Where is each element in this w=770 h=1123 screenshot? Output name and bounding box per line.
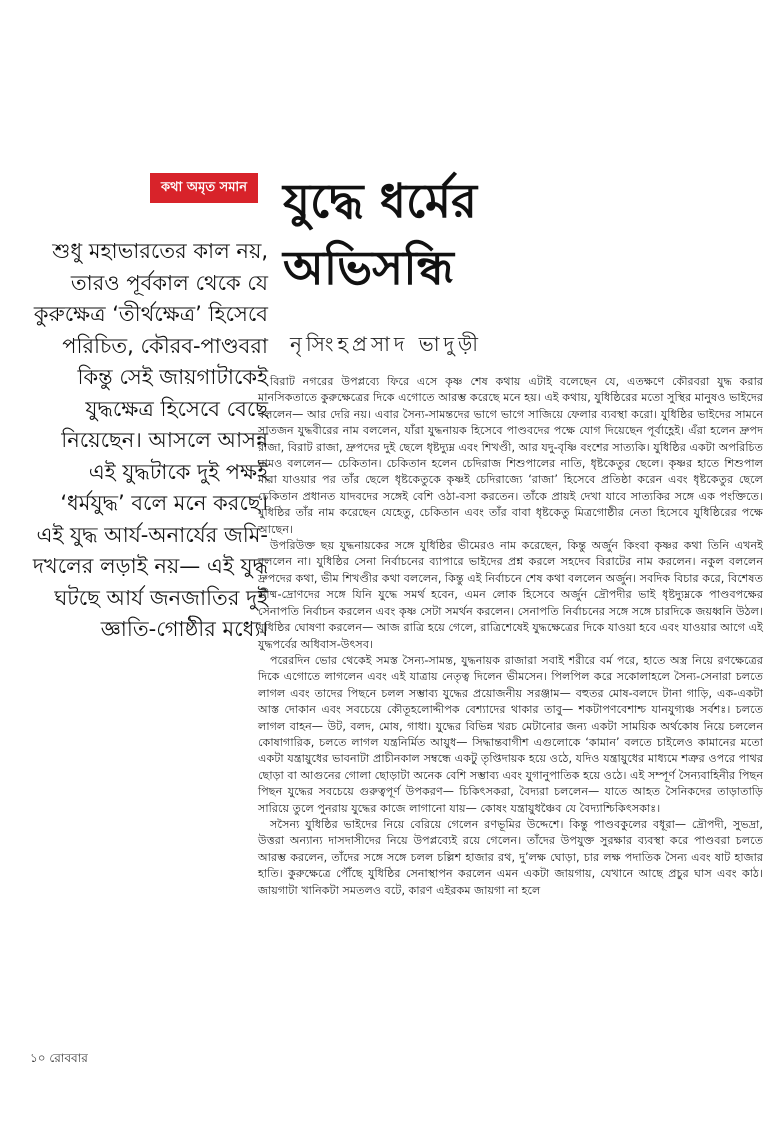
body-paragraph: উপরিউক্ত ছয় যুদ্ধনায়কের সঙ্গে যুধিষ্ঠির ভীমেরও নাম করেছেন, কিন্তু অর্জুন কিংবা কৃষ্ণর কথা তিনি এখনই বললেন না। যুধিষ্ঠির সেনা নির্বাচনের ব্যাপারে ভাইদের প্রশ্ন করলে সহদেব বিরাটের নাম করলেন। নকুল বললেন দ্রুপদের কথা, ভীম শিখণ্ডীর কথা বললেন, কিন্তু এই নির্বাচনে শেষ কথা বললেন অর্জুন। সবদিক বিচার করে, বিশেষত ভীষ্ম-দ্রোণদের সঙ্গে যিনি যুদ্ধে সমর্থ হবেন, এমন লোক হিসেবে অর্জুন দ্রৌপদীর ভাই ধৃষ্টদ্যুম্নকে পাণ্ডবপক্ষের সেনাপতি নির্বাচন করলেন এবং কৃষ্ণ সেটা সমর্থন করলেন। সেনাপতি নির্বাচনের সঙ্গে সঙ্গে চারদিকে জয়ধ্বনি উঠল। যুধিষ্ঠির ঘোষণা করলেন— আজ রাত্রি হয়ে গেলে, রাত্রিশেষেই যুদ্ধক্ষেত্রের দিকে যাওয়া হবে এবং যাওয়ার আগে এই যুদ্ধপর্বের অধিবাস-উৎসব। bbox=[258, 539, 763, 651]
article-body bbox=[258, 374, 763, 899]
article-title bbox=[283, 168, 583, 302]
title-line: যুদ্ধে ধর্মের bbox=[283, 174, 477, 229]
body-paragraph: পরেরদিন ভোর থেকেই সমস্ত সৈন্য-সামন্ত, যুদ্ধনায়ক রাজারা সবাই শরীরে বর্ম পরে, হাতে অস্ত্র নিয়ে রণক্ষেত্রের দিকে এগোতে লাগলেন এবং এই যাত্রায় নেতৃত্ব দিলেন ভীমসেন। পিলপিল করে সকোলাহলে সৈন্য-সেনারা চলতে লাগল এবং তাদের পিছনে চলল সম্ভাব্য যুদ্ধের প্রয়োজনীয় সরঞ্জাম— বহুতর মোষ-বলদে টানা গাড়ি, এক-একটা আস্ত দোকান এবং সবচেয়ে কৌতূহলোদ্দীপক বেশ্যাদের থাকার তাবু— শকটাপণবেশাশ্চ যানযুগ্যঞ্চ সর্বশঃ। চলতে লাগল বাহন— উট, বলদ, মোষ, গাধা। যুদ্ধের বিভিন্ন খরচ মেটানোর জন্য একটা সাময়িক অর্থকোষ নিয়ে চললেন কোষাগারিক, চলতে লাগল যন্ত্রনির্মিত আয়ুধ— সিদ্ধান্তবাগীশ এগুলোকে ‘কামান’ বলতে চাইলেও কামানের মতো একটা যন্ত্রায়ুধের ভাবনাটা প্রাচীনকাল সম্বন্ধে একটু তৃপ্তিদায়ক হয়ে ওঠে, যদিও যন্ত্রায়ুধের মাধ্যমে শত্রুর ওপরে পাথর ছোড়া বা আগুনের গোলা ছোড়াটা অনেক বেশি সম্ভাব্য এবং যুগানুপাতিক হয়ে ওঠে। এই সম্পূর্ণ সৈন্যবাহিনীর পিছন পিছন যুদ্ধের সবচেয়ে গুরুত্বপূর্ণ উপকরণ— চিকিৎসকরা, বৈদ্যরা চললেন— যাতে আহত সৈনিকদের তাড়াতাড়ি সারিয়ে তুলে পুনরায় যুদ্ধের কাজে লাগানো যায়— কোষং যন্ত্রায়ুধঞ্চৈব যে বৈদ্যাশ্চিকিৎসকাঃ। bbox=[258, 653, 763, 815]
author-byline: নৃসিংহপ্রসাদ ভাদুড়ী bbox=[290, 332, 483, 356]
pull-quote: শুধু মহাভারতের কাল নয়, তারও পূর্বকাল থেকে যে কুরুক্ষেত্র ‘তীর্থক্ষেত্র’ হিসেবে পরিচিত, কৌরব-পাণ্ডবরা কিন্তু সেই জায়গাটাকেই যুদ্ধক্ষেত্র হিসেবে বেছে নিয়েছেন। আসলে আসন্ন এই যুদ্ধটাকে দুই পক্ষই ‘ধর্মযুদ্ধ’ বলে মনে করছে। এই যুদ্ধ আর্য-অনার্যের জমি-দখলের লড়াই নয়— এই যুদ্ধ ঘটছে আর্য জনজাতির দুই জ্ঞাতি-গোষ্ঠীর মধ্যে। bbox=[32, 239, 268, 641]
body-paragraph: সসৈন্য যুধিষ্ঠির ভাইদের নিয়ে বেরিয়ে গেলেন রণভূমির উদ্দেশে। কিন্তু পাণ্ডবকুলের বধূরা— দ্রৌপদী, সুভদ্রা, উত্তরা অন্যান্য দাসদাসীদের নিয়ে উপপ্লব্যেই রয়ে গেলেন। তাঁদের উপযুক্ত সুরক্ষার ব্যবস্থা করে পাণ্ডবরা চলতে আরম্ভ করলেন, তাঁদের সঙ্গে সঙ্গে চলল চল্লিশ হাজার রথ, দু’লক্ষ ঘোড়া, চার লক্ষ পদাতিক সৈন্য এবং ষাট হাজার হাতি। কুরুক্ষেত্রে পৌঁছে যুধিষ্ঠির সেনাস্থাপন করলেন এমন একটা জায়গায়, যেখানে আছে প্রচুর ঘাস এবং কাঠ। জায়গাটা খানিকটা সমতলও বটে, কারণ এইরকম জায়গা না হলে bbox=[258, 817, 763, 897]
body-paragraph: বিরাট নগরের উপপ্লব্যে ফিরে এসে কৃষ্ণ শেষ কথায় এটাই বলেছেন যে, এতক্ষণে কৌরবরা যুদ্ধ করার মানসিকতাতে কুরুক্ষেত্রের দিকে এগোতে আরম্ভ করেছে মনে হয়। এই কথায়, যুধিষ্ঠিরের মতো সুস্থির মানুষও ভাইদের বললেন— আর দেরি নয়। এবার সৈন্য-সামন্তদের ভাগে ভাগে সাজিয়ে ফেলার ব্যবস্থা করো। যুধিষ্ঠির ভাইদের সামনে সাতজন যুদ্ধবীরের নাম বললেন, যাঁরা যুদ্ধনায়ক হিসেবে পাণ্ডবদের পক্ষে যোগ দিয়েছেন পূর্বাহ্ণেই। এঁরা হলেন দ্রুপদ রাজা, বিরাট রাজা, দ্রুপদের দুই ছেলে ধৃষ্টদ্যুম্ন এবং শিখণ্ডী, আর যদু-বৃষ্ণি বংশের সাত্যকি। যুধিষ্ঠির একটা অপরিচিত নামও বললেন— চেকিতান। চেকিতান হলেন চেদিরাজ শিশুপালের নাতি, ধৃষ্টকেতুর ছেলে। কৃষ্ণর হাতে শিশুপাল মারা যাওয়ার পর তাঁর ছেলে ধৃষ্টকেতুকে কৃষ্ণই চেদিরাজ্যে ‘রাজা’ হিসেবে প্রতিষ্ঠা করেন এবং ধৃষ্টকেতুর ছেলে চেকিতান প্রধানত যাদবদের সঙ্গেই বেশি ওঠা-বসা করতেন। তাঁকে প্রায়ই দেখা যাবে সাত্যকির সঙ্গে এক পংক্তিতে। যুধিষ্ঠির তাঁর নাম করেছেন যেহেতু, চেকিতান এবং তাঁর বাবা ধৃষ্টকেতু মিত্রগোষ্ঠীর নেতা হিসেবে যুধিষ্ঠিরের পক্ষে আছেন। bbox=[258, 375, 763, 536]
column-tag: কথা অমৃত সমান bbox=[150, 173, 258, 203]
title-line: অভিসন্ধি bbox=[283, 241, 454, 296]
page-footer: ১০ রোববার bbox=[30, 1051, 88, 1065]
